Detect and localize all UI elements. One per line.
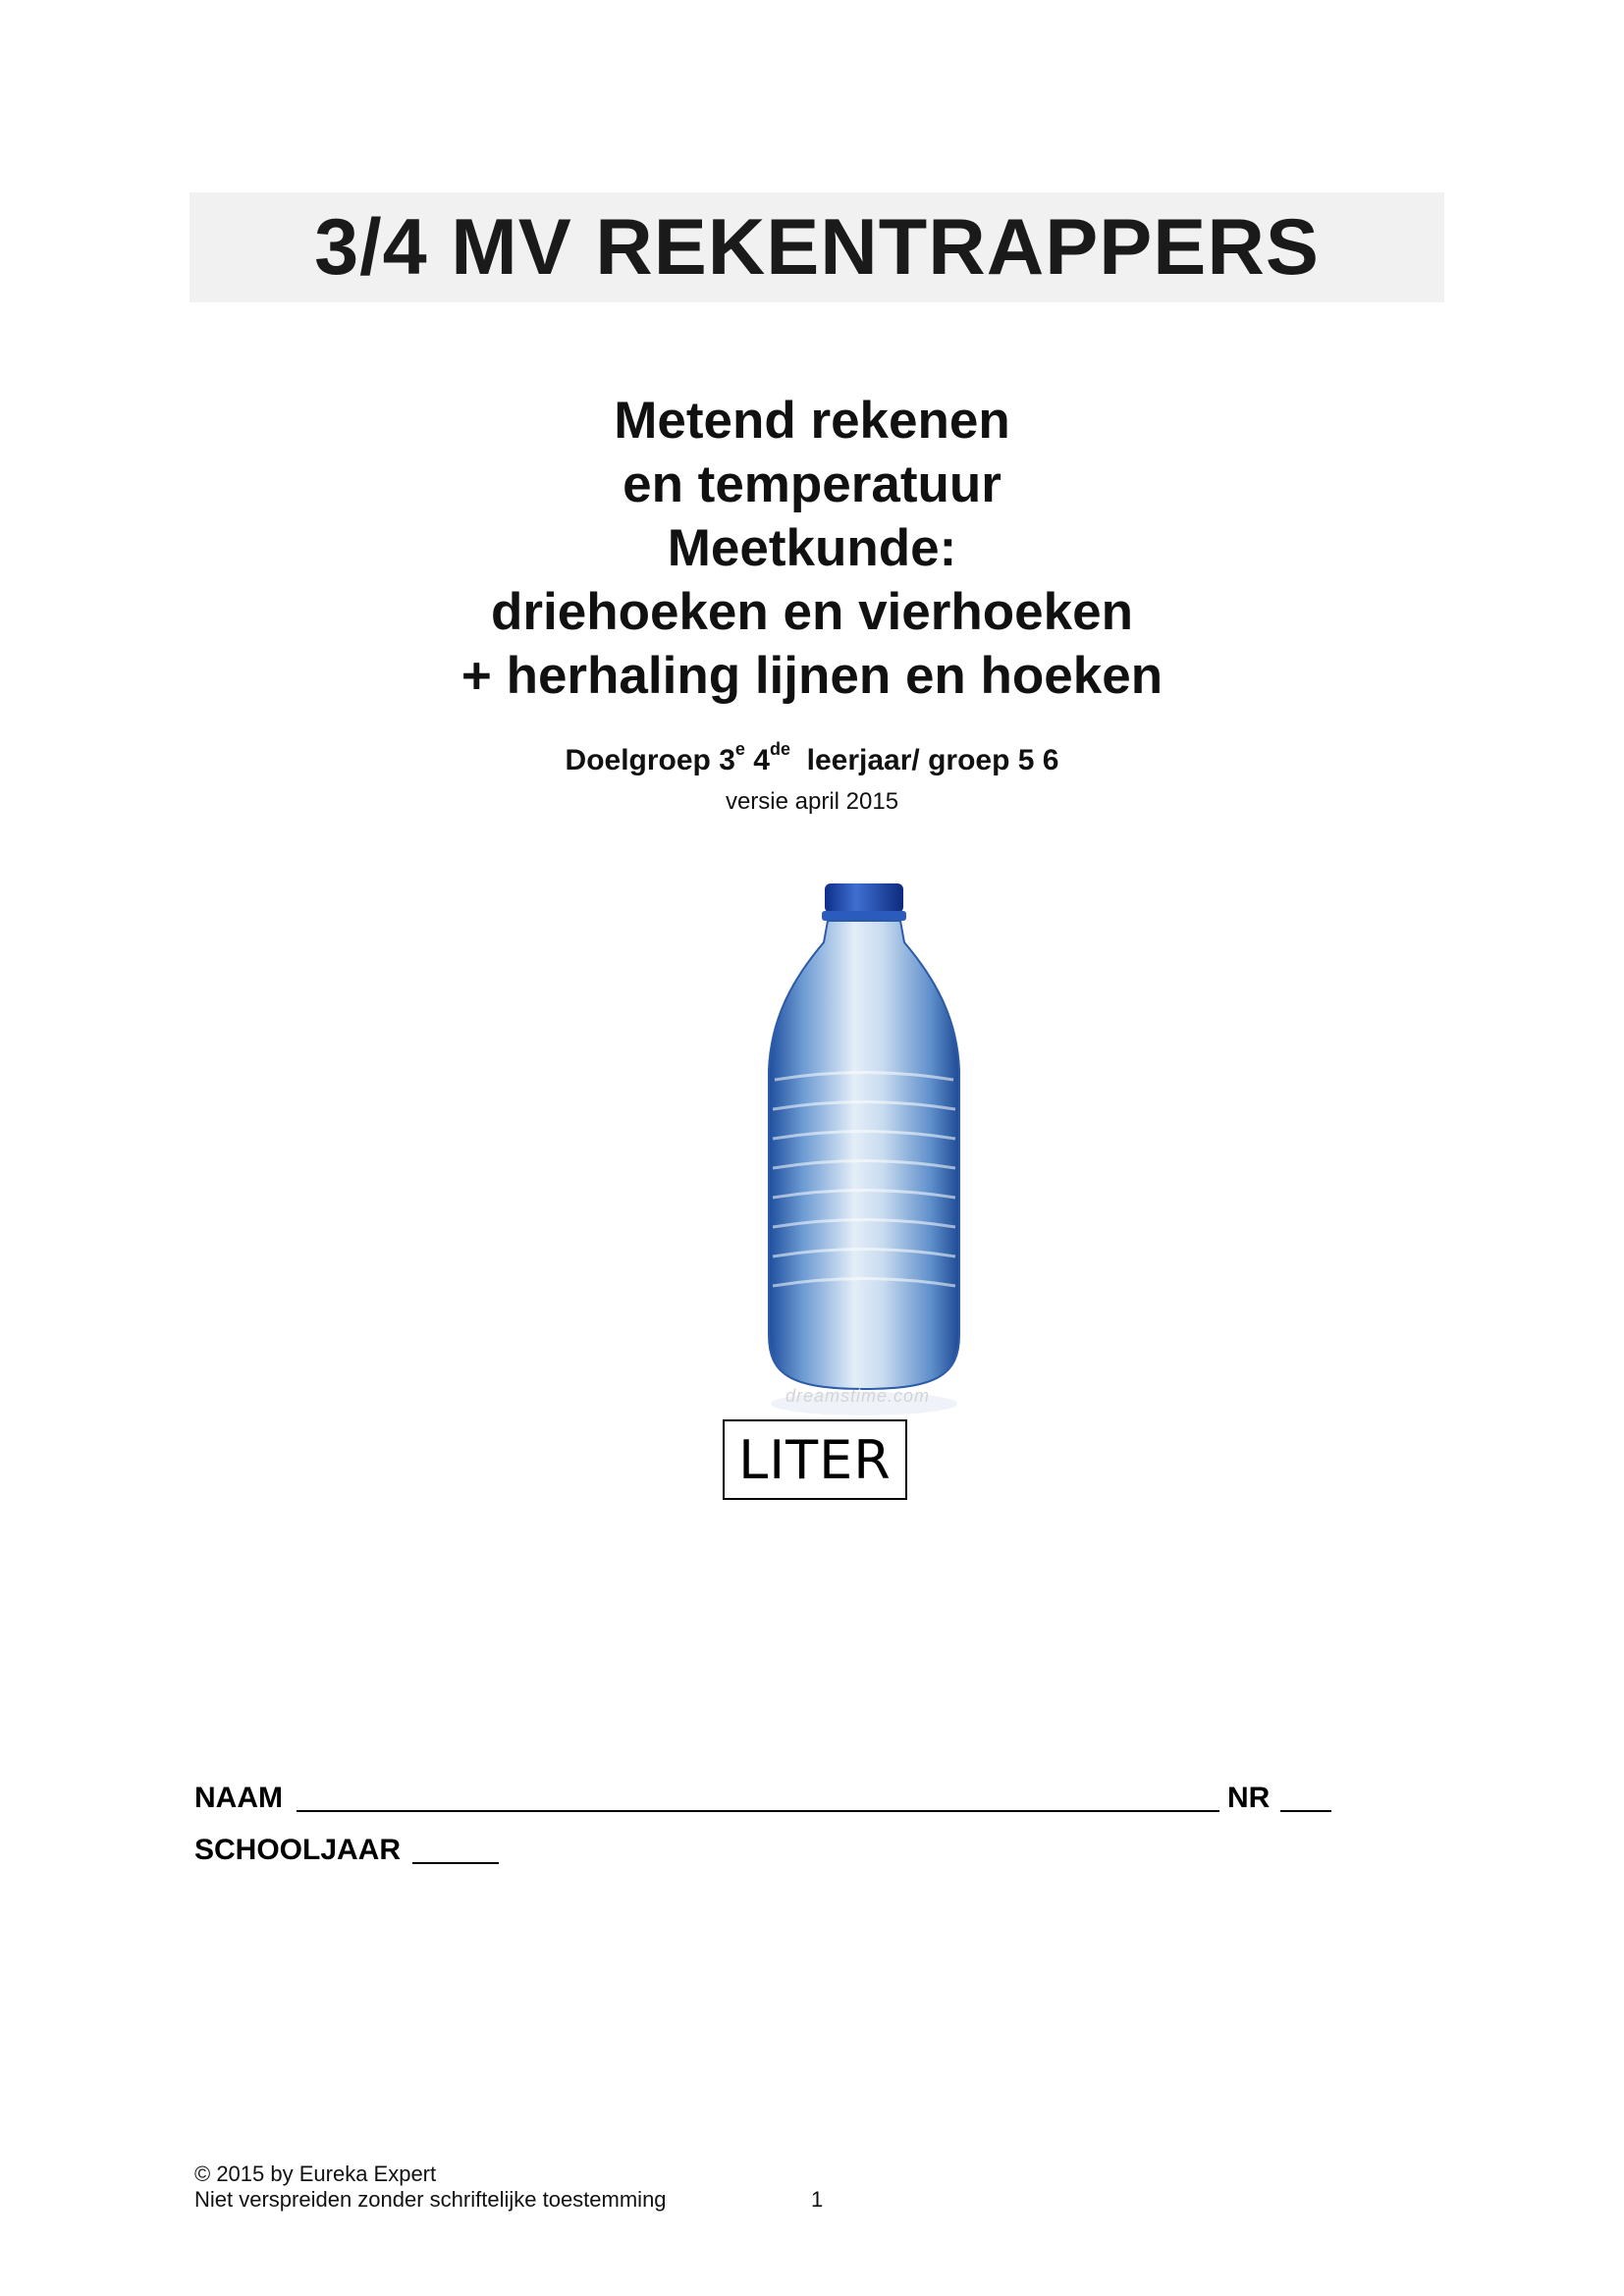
document-title: 3/4 MV REKENTRAPPERS	[314, 202, 1320, 292]
subject-line-5: + herhaling lijnen en hoeken	[460, 647, 1164, 705]
target-sup-1: e	[734, 739, 745, 759]
nr-label: NR	[1227, 1782, 1271, 1814]
water-bottle-icon	[712, 874, 1016, 1423]
subject-heading	[0, 389, 1624, 708]
schoolyear-field[interactable]	[412, 1862, 499, 1864]
name-label: NAAM	[194, 1782, 283, 1814]
target-prefix: Doelgroep 3	[565, 744, 735, 776]
schoolyear-label: SCHOOLJAAR	[194, 1834, 402, 1866]
name-field[interactable]	[297, 1810, 1219, 1812]
liter-label-box: LITER	[723, 1419, 907, 1500]
subject-line-3: Meetkunde:	[667, 519, 957, 577]
target-sup-2: de	[769, 739, 790, 759]
subject-line-4: driehoeken en vierhoeken	[491, 583, 1133, 641]
title-banner	[189, 192, 1444, 302]
footer-notice: Niet verspreiden zonder schriftelijke toestemming	[194, 2187, 667, 2212]
footer-copyright: © 2015 by Eureka Expert	[194, 2162, 437, 2186]
target-group	[0, 739, 1624, 777]
target-num-2: 4	[753, 744, 770, 776]
nr-field[interactable]	[1280, 1810, 1331, 1812]
image-watermark: dreamstime.com	[785, 1386, 931, 1406]
target-suffix: leerjaar/ groep 5 6	[806, 744, 1059, 776]
subject-line-2: en temperatuur	[623, 455, 1001, 513]
subject-line-1: Metend rekenen	[614, 392, 1010, 450]
version-text: versie april 2015	[725, 788, 899, 815]
page-number: 1	[811, 2187, 824, 2212]
